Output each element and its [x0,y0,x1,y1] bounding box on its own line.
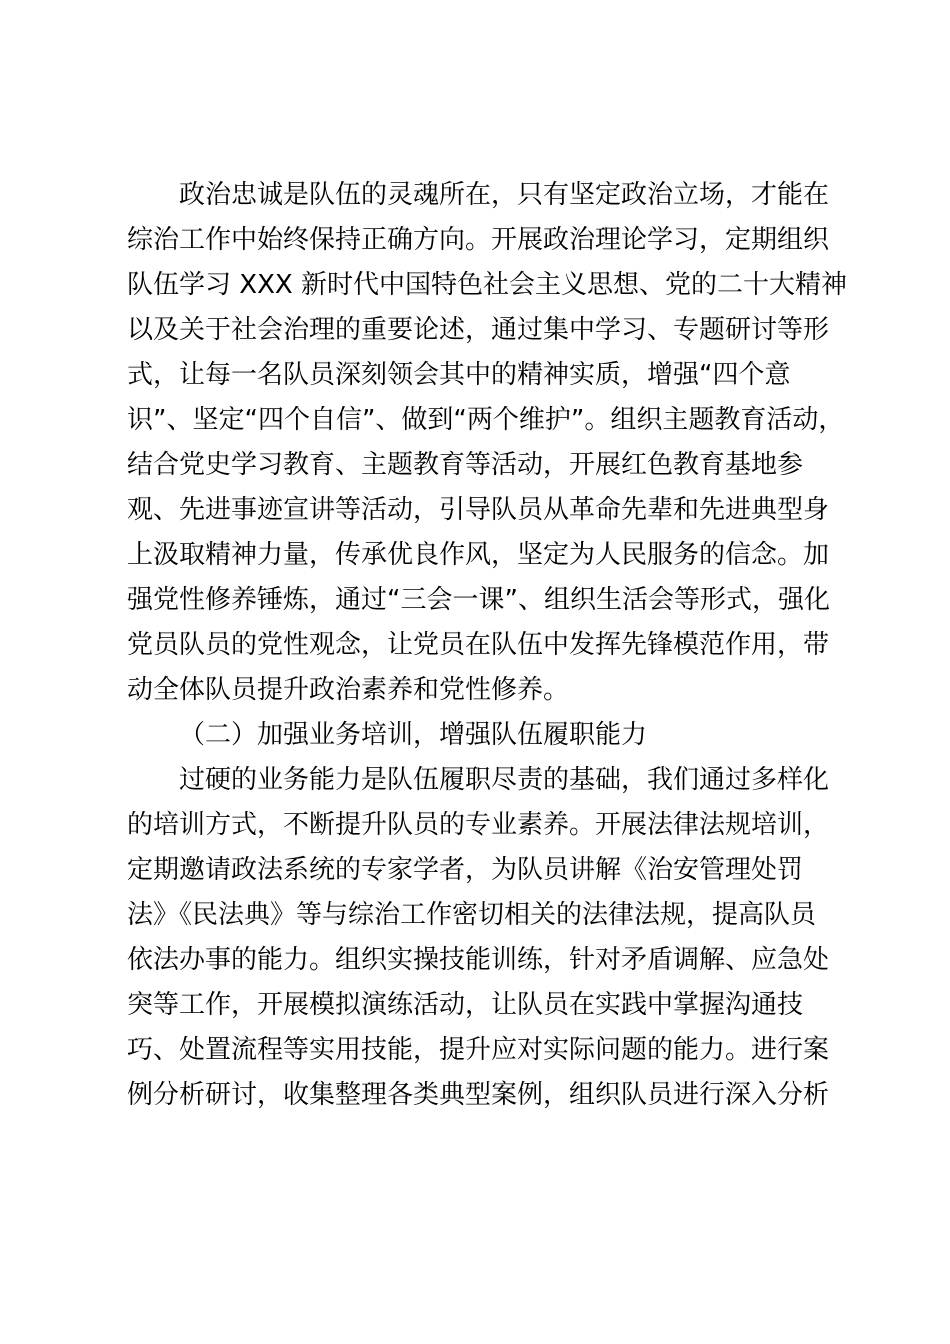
paragraph-2-line-6: 突等工作，开展模拟演练活动，让队员在实践中掌握沟通技 [127,990,804,1020]
paragraph-1-line-9: 上汲取精神力量，传承优良作风，坚定为人民服务的信念。加 [127,540,830,570]
paragraph-1-line-6: 识”、坚定“四个自信”、做到“两个维护”。组织主题教育活动， [127,405,845,435]
paragraph-1-line-7: 结合党史学习教育、主题教育等活动，开展红色教育基地参 [127,450,804,480]
paragraph-2-line-3: 定期邀请政法系统的专家学者，为队员讲解《治安管理处罚 [127,855,804,885]
paragraph-1-line-10: 强党性修养锤炼，通过“三会一课”、组织生活会等形式，强化 [127,585,830,615]
paragraph-1-line-3: 队伍学习 XXX 新时代中国特色社会主义思想、党的二十大精神 [127,270,847,300]
section-heading: （二）加强业务培训，增强队伍履职能力 [179,720,648,750]
paragraph-1-line-12: 动全体队员提升政治素养和党性修养。 [127,675,570,705]
paragraph-2-line-7: 巧、处置流程等实用技能，提升应对实际问题的能力。进行案 [127,1035,830,1065]
paragraph-1-line-11: 党员队员的党性观念，让党员在队伍中发挥先锋模范作用，带 [127,630,830,660]
paragraph-1-line-1: 政治忠诚是队伍的灵魂所在，只有坚定政治立场，才能在 [179,180,830,210]
paragraph-1-line-5: 式，让每一名队员深刻领会其中的精神实质，增强“四个意 [127,360,791,390]
paragraph-1-line-8: 观、先进事迹宣讲等活动，引导队员从革命先辈和先进典型身 [127,495,830,525]
paragraph-2-line-4: 法》《民法典》等与综治工作密切相关的法律法规，提高队员 [127,900,817,930]
paragraph-1-line-2: 综治工作中始终保持正确方向。开展政治理论学习，定期组织 [127,225,830,255]
paragraph-2-line-5: 依法办事的能力。组织实操技能训练，针对矛盾调解、应急处 [127,945,830,975]
paragraph-2-line-1: 过硬的业务能力是队伍履职尽责的基础，我们通过多样化 [179,765,830,795]
paragraph-1-line-4: 以及关于社会治理的重要论述，通过集中学习、专题研讨等形 [127,315,830,345]
paragraph-2-line-2: 的培训方式，不断提升队员的专业素养。开展法律法规培训， [127,810,830,840]
paragraph-2-line-8: 例分析研讨，收集整理各类典型案例，组织队员进行深入分析 [127,1080,830,1110]
